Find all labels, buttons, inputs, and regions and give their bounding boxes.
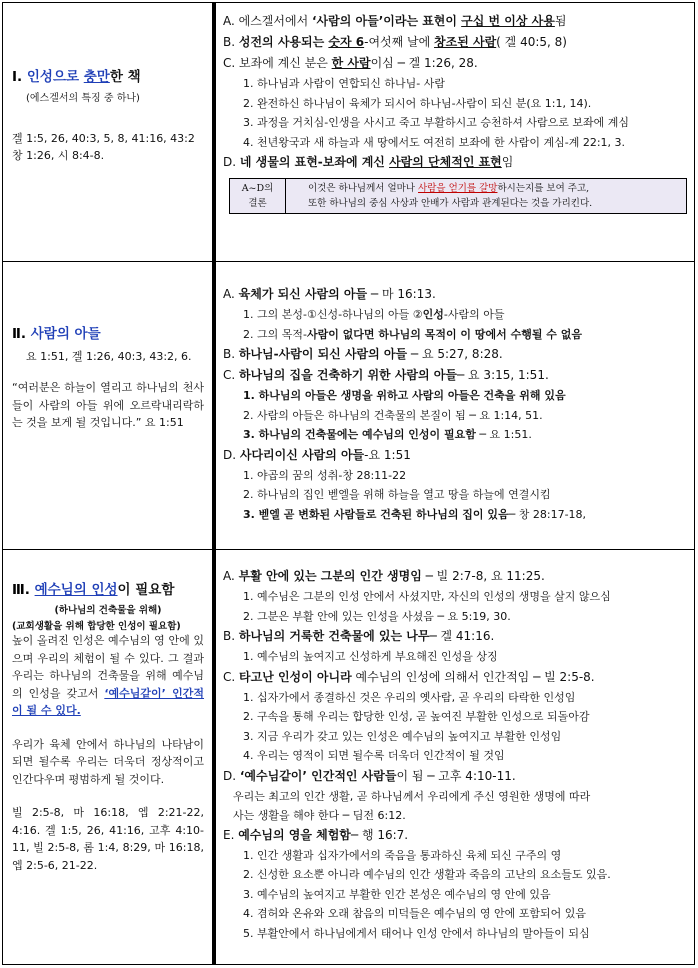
point-2a-item: 1. 그의 본성-①신성-하나님의 아들 ②인성-사람의 아들 [243,308,505,321]
point-1d: D. 네 생물의 표현-보좌에 계신 사람의 단체적인 표현임 [223,155,514,169]
point-3c: C. 타고난 인성이 아니라 예수님의 인성에 의해서 인간적임 ─ 빌 2:5-8. [223,669,595,684]
section-3-summary [3,550,212,965]
conclusion-text: 이것은 하나님께서 얼마나 사람을 얻기를 갈망하시는지를 보여 주고, 또한 하나님의 중심 사상과 안배가 사람과 관계된다는 것을 가리킨다. [308,183,593,209]
section-3 [3,549,694,965]
point-3d-text: 사는 생활을 해야 한다 ─ 딤전 6:12. [233,808,406,822]
point-2b: B. 하나님-사람이 되신 사람의 아들 ─ 요 5:27, 8:28. [223,347,503,361]
point-1c-item: 3. 과정을 거치심-인생을 사시고 죽고 부활하시고 승천하셔 사람으로 보좌에 계심 [243,116,629,129]
section-3-paragraph-2: 우리가 육체 안에서 하나님의 나타남이 되면 될수록 우리는 더욱더 정상적이고 인간다우며 평범하게 될 것이다. [12,737,204,786]
point-3a: A. 부활 안에 있는 그분의 인간 생명임 ─ 빌 2:7-8, 요 11:25. [223,569,545,583]
column-divider [212,3,216,964]
point-1c-item: 2. 완전하신 하나님이 육체가 되시어 하나님-사람이 되신 분(요 1:1, 14). [243,96,592,110]
section-3-title: Ⅲ. 예수님의 인성이 필요함 [12,582,175,598]
section-3-refs: 빌 2:5-8, 마 16:18, 엡 2:21-22, 4:16. 겔 1:5, 26, 41:16, 고후 4:10-11, 빌 2:5-8, 롬 1:4, 8:29, 마 16:18, 엡 2:5-6, 21-22. [12,806,204,872]
section-3-paragraph-1: 높이 올려진 인성은 예수님의 영 안에 있으며 우리의 체험이 될 수 있다. 그 결과 우리는 하나님의 건축물을 위해 예수님의 인성을 갖고서 ‘예수님같이’ 인간적이 될 수 있다. [12,634,205,717]
point-3a-item: 1. 예수님은 그분의 인성 안에서 사셨지만, 자신의 인성의 생명을 살지 않으심 [243,590,611,603]
section-2-outline [216,262,694,549]
point-3a-item: 2. 그분은 부활 안에 있는 인성을 사셨음 ─ 요 5:19, 30. [243,609,511,623]
point-3d-text: 우리는 최고의 인간 생활, 곧 하나님께서 우리에게 주신 영원한 생명에 따라 [233,789,591,803]
point-2d-item: 2. 하나님의 집인 벧엘을 위해 하늘을 열고 땅을 하늘에 연결시킴 [243,488,551,501]
point-3b: B. 하나님의 거룩한 건축물에 있는 나무─ 겔 41:16. [223,629,495,643]
point-1c: C. 보좌에 계신 분은 한 사람이심 ─ 겔 1:26, 28. [223,56,478,70]
section-1-subtitle: (에스겔서의 특징 중 하나) [26,93,140,104]
section-2-summary [3,262,212,549]
point-2a-item: 2. 그의 목적-사람이 없다면 하나님의 목적이 이 땅에서 수행될 수 없음 [243,327,583,341]
section-2-quote: “여러분은 하늘이 열리고 하나님의 천사들이 사람의 아들 위에 오르락내리락하는 것을 보게 될 것입니다.” 요 1:51 [12,381,204,429]
section-2-refs: 요 1:51, 겔 1:26, 40:3, 43:2, 6. [26,350,192,363]
point-3c-item: 1. 십자가에서 종결하신 것은 우리의 옛사람, 곧 우리의 타락한 인성임 [243,690,576,704]
point-3d: D. ‘예수님같이’ 인간적인 사람들이 됨 ─ 고후 4:10-11. [223,768,516,783]
point-2c-item: 3. 하나님의 건축물에는 예수님의 인성이 필요함 ─ 요 1:51. [243,428,532,441]
section-2 [3,261,694,549]
point-2c-item: 1. 하나님의 아들은 생명을 위하고 사람의 아들은 건축을 위해 있음 [243,389,566,402]
point-1c-item: 1. 하나님과 사람이 연합되신 하나님- 사람 [243,77,445,90]
point-3c-item: 3. 지금 우리가 갖고 있는 인성은 예수님의 높여지고 부활한 인성임 [243,729,562,743]
point-3b-item: 1. 예수님의 높여지고 신성하게 부요해진 인성을 상징 [243,650,498,663]
point-3e: E. 예수님의 영을 체험함─ 행 16:7. [223,827,409,842]
conclusion-box [229,178,687,214]
point-3e-item: 4. 겸허와 온유와 오래 참음의 미덕들은 예수님의 영 안에 포함되어 있음 [243,907,586,920]
point-3c-item: 2. 구속을 통해 우리는 합당한 인성, 곧 높여진 부활한 인성으로 되돌아감 [243,710,590,723]
point-3e-item: 2. 신성한 요소뿐 아니라 예수님의 인간 생활과 죽음의 고난의 요소들도 있음. [243,868,611,881]
section-3-subtitle: (하나님의 건축물을 위해) [54,605,162,616]
point-3e-item: 3. 예수님의 높여지고 부활한 인간 본성은 예수님의 영 안에 있음 [243,887,551,901]
point-2d: D. 사다리이신 사람의 아들-요 1:51 [223,447,411,462]
point-1c-item: 4. 천년왕국과 새 하늘과 새 땅에서도 여전히 보좌에 한 사람이 계심-계 22:1, 3. [243,135,626,149]
point-2c-item: 2. 사람의 아들은 하나님의 건축물의 본질이 됨 ─ 요 1:14, 51. [243,408,543,422]
section-2-title: Ⅱ. 사람의 아들 [12,326,101,342]
conclusion-label: A~D의 결론 [230,179,286,213]
section-1 [3,3,694,261]
point-1b: B. 성전의 사용되는 숫자 6-여섯째 날에 창조된 사람( 겔 40:5, 8) [223,35,567,49]
point-2d-item: 3. 벧엘 곧 변화된 사람들로 건축된 하나님의 집이 있음─ 창 28:17-18, [243,507,587,521]
section-1-title: Ⅰ. 인성으로 충만한 책 [12,69,141,85]
point-1a: A. 에스겔서에서 ‘사람의 아들’이라는 표현이 구십 번 이상 사용됨 [223,14,567,28]
point-2c: C. 하나님의 집을 건축하기 위한 사람의 아들─ 요 3:15, 1:51. [223,368,549,382]
section-3-outline [216,550,694,965]
point-3c-item: 4. 우리는 영적이 되면 될수록 더욱더 인간적이 될 것임 [243,749,505,762]
section-1-summary [3,3,212,261]
point-2d-item: 1. 야곱의 꿈의 성취-창 28:11-22 [243,468,407,482]
section-3-subtitle-2: (교회생활을 위해 합당한 인성이 필요함) [12,621,181,632]
point-3e-item: 1. 인간 생활과 십자가에서의 죽음을 통과하신 육체 되신 구주의 영 [243,848,562,862]
point-2a: A. 육체가 되신 사람의 아들 ─ 마 16:13. [223,287,436,301]
point-3e-item: 5. 부활안에서 하나님에게서 태어나 인성 안에서 하나님의 말아들이 되심 [243,926,590,940]
outline-table [2,2,695,965]
section-1-refs: 겔 1:5, 26, 40:3, 5, 8, 41:16, 43:2 창 1:26, 시 8:4-8. [12,132,195,162]
section-1-outline [216,3,694,261]
